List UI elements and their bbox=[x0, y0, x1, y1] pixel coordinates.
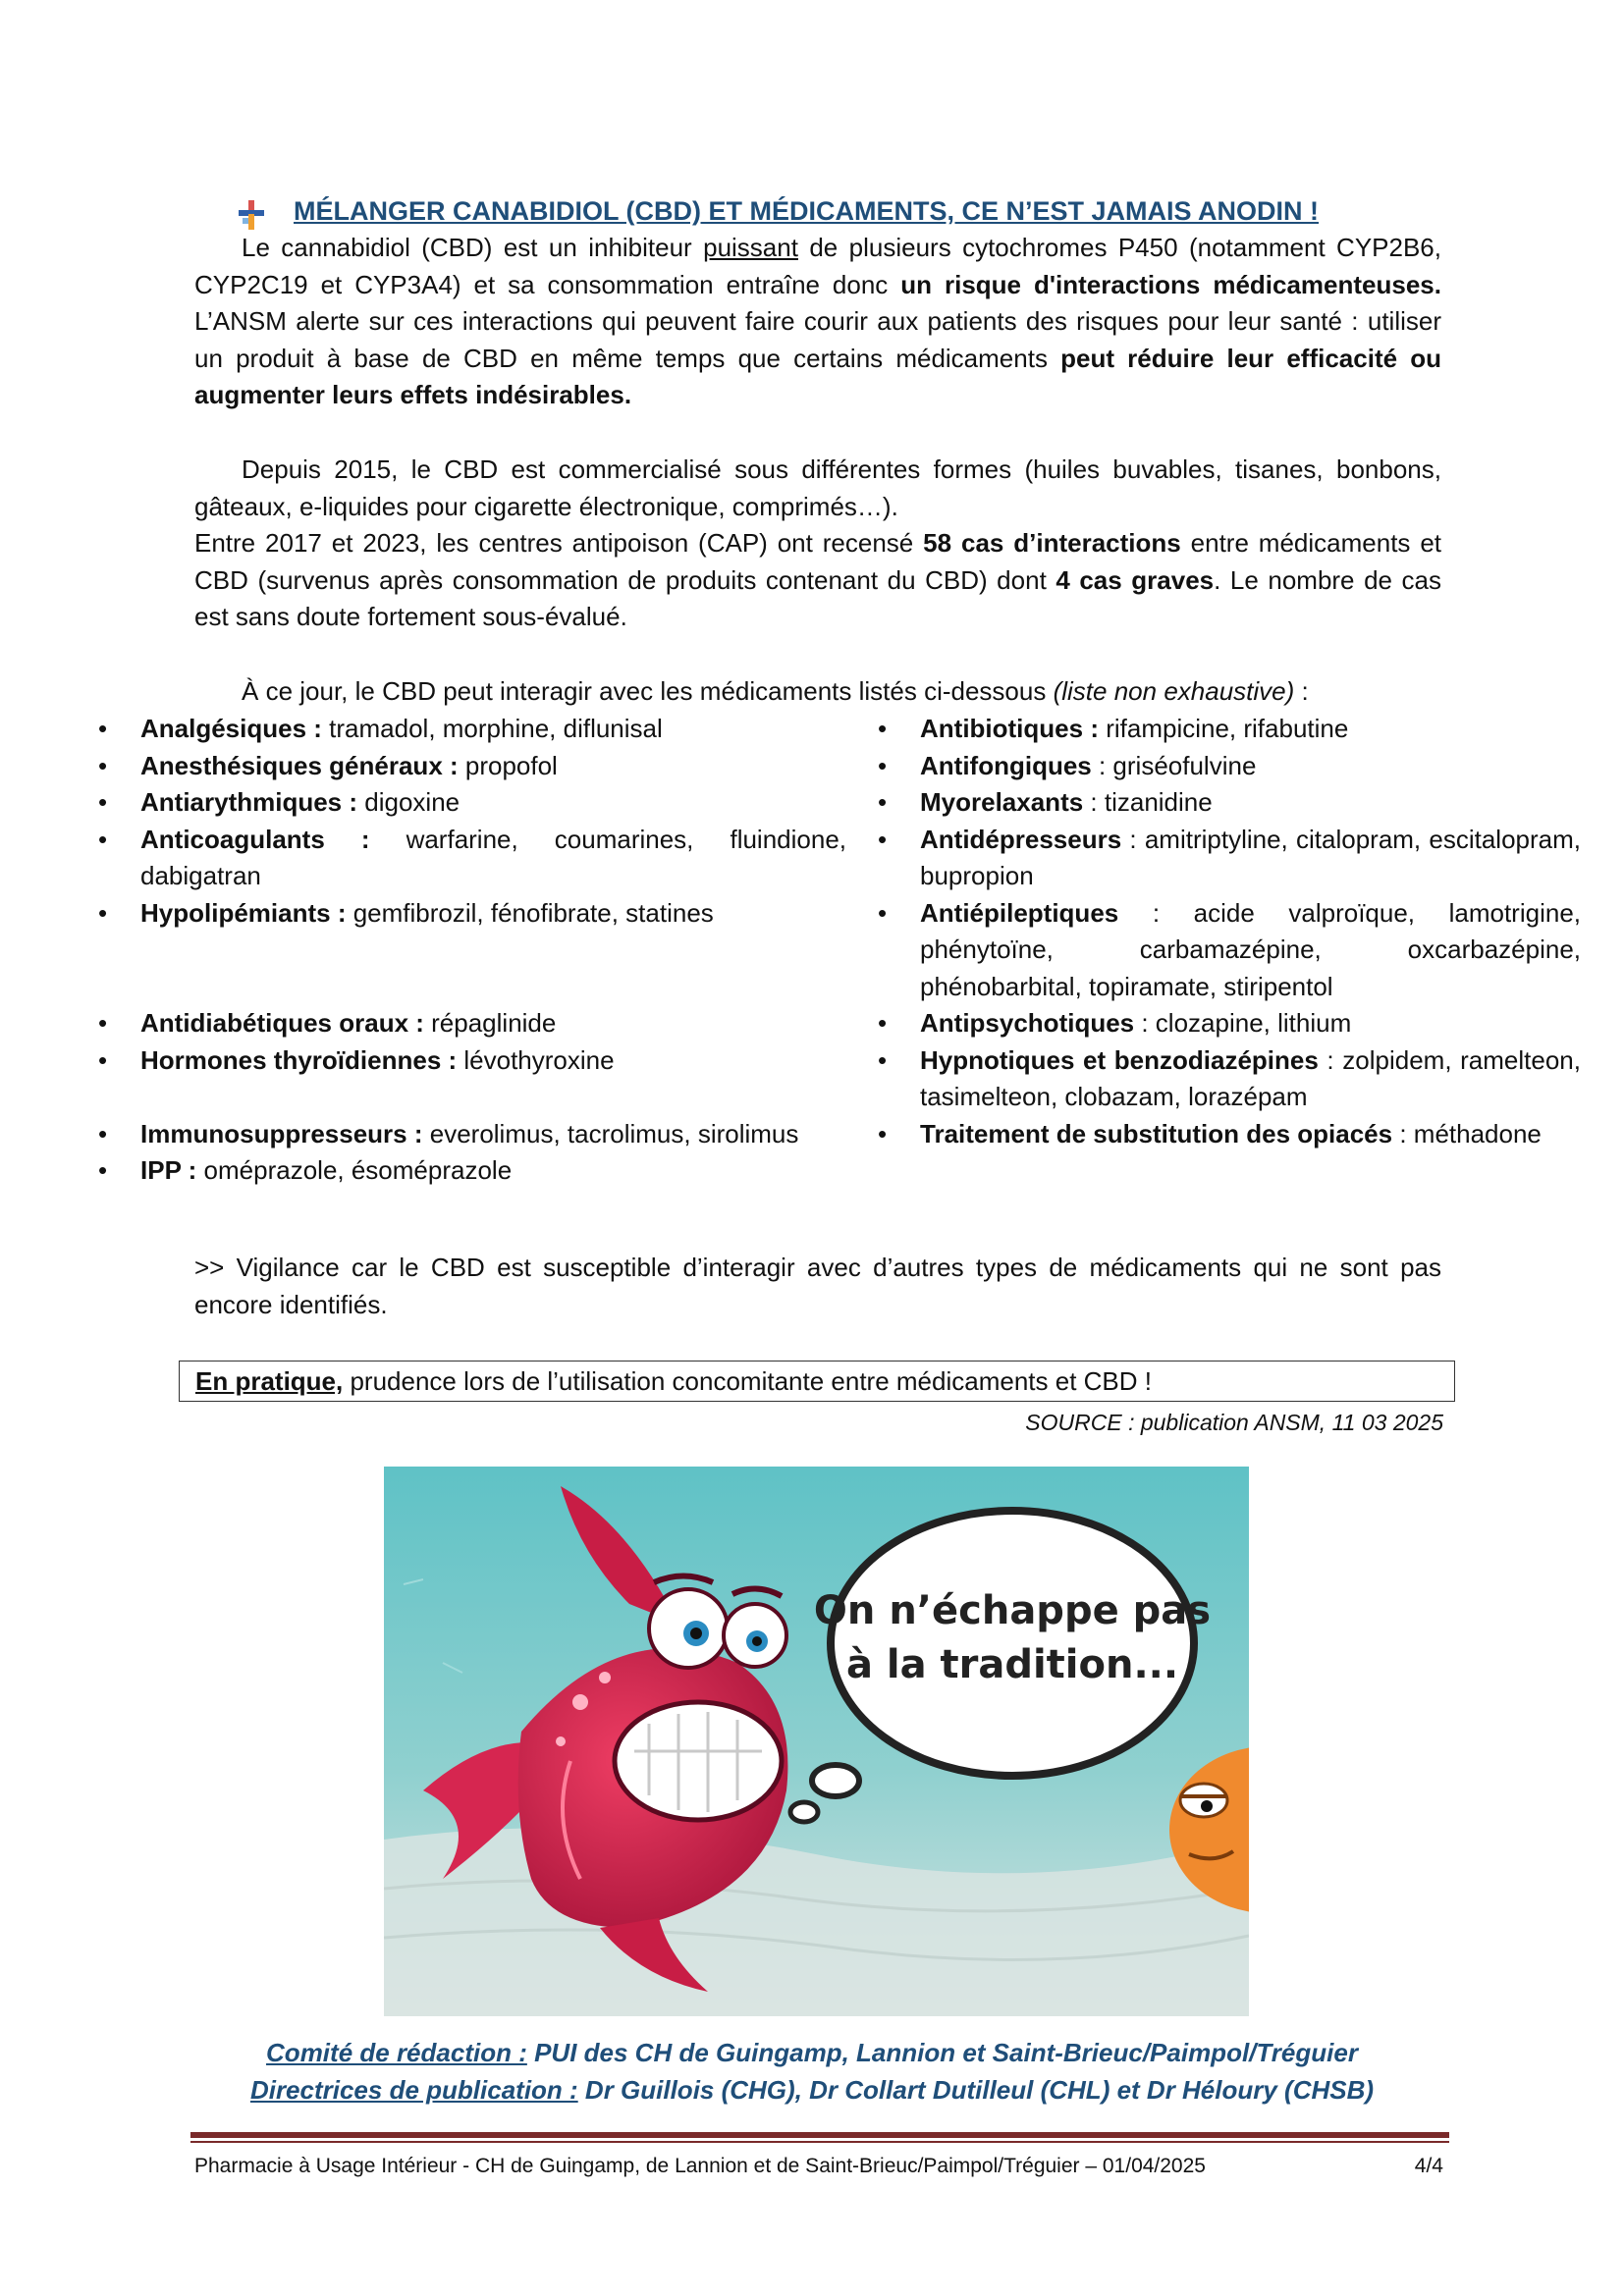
cases-paragraph: Entre 2017 et 2023, les centres antipoison (CAP) ont recensé 58 cas d’interactions entre médicaments et CBD (survenus après consommation de produits contenant du CBD) dont 4 cas graves. Le nombre de cas est sans doute fortement sous-évalué. bbox=[194, 528, 1442, 631]
bullet-icon: • bbox=[878, 897, 888, 928]
vigilance-note: >> Vigilance car le CBD est susceptible d’interagir avec d’autres types de médicaments qui ne sont pas encore identifiés. bbox=[194, 1253, 1441, 1319]
drug-names: : acide valproïque, lamotrigine, phénytoïne, carbamazépine, oxcarbazépine, phénobarbital, topiramate, stiripentol bbox=[920, 897, 1581, 1001]
bullet-icon: • bbox=[878, 714, 888, 743]
drug-class: IPP : bbox=[140, 1155, 197, 1185]
drug-names: oméprazole, ésoméprazole bbox=[196, 1155, 513, 1185]
drug-names: : amitriptyline, citalopram, escitalopram, bupropion bbox=[920, 824, 1581, 890]
drug-names: gemfibrozil, fénofibrate, statines bbox=[346, 897, 714, 928]
bullet-icon: • bbox=[878, 787, 888, 817]
practice-lead: En pratique, bbox=[195, 1366, 344, 1396]
drug-class: Hypnotiques et benzodiazépines bbox=[920, 1044, 1319, 1075]
section-title: MÉLANGER CANABIDIOL (CBD) ET MÉDICAMENTS, CE N’EST JAMAIS ANODIN ! bbox=[294, 196, 1320, 226]
drug-names: répaglinide bbox=[423, 1008, 557, 1038]
source-citation: SOURCE : publication ANSM, 11 03 2025 bbox=[1025, 1410, 1443, 1435]
drug-class: Hormones thyroïdiennes : bbox=[140, 1044, 458, 1075]
drug-names: tramadol, morphine, diflunisal bbox=[321, 714, 663, 743]
drug-names: : méthadone bbox=[1392, 1118, 1542, 1148]
bullet-icon: • bbox=[98, 1155, 108, 1185]
drug-names: digoxine bbox=[357, 787, 460, 817]
bullet-icon: • bbox=[98, 1044, 108, 1075]
bullet-icon: • bbox=[98, 714, 108, 743]
bullet-icon: • bbox=[98, 787, 108, 817]
fish-cartoon-svg bbox=[384, 1467, 1249, 2016]
drug-class: Antidépresseurs bbox=[920, 824, 1122, 854]
drug-class: Analgésiques : bbox=[140, 714, 322, 743]
bullet-icon: • bbox=[98, 824, 108, 854]
drug-names: rifampicine, rifabutine bbox=[1098, 714, 1349, 743]
editorial-committee: Comité de rédaction : PUI des CH de Guingamp, Lannion et Saint-Brieuc/Paimpol/Tréguier bbox=[266, 2038, 1358, 2067]
forms-paragraph: Depuis 2015, le CBD est commercialisé sous différentes formes (huiles buvables, tisanes, bonbons, gâteaux, e-liquides pour cigarette électronique, comprimés…). bbox=[194, 454, 1441, 521]
bullet-icon: • bbox=[98, 1008, 108, 1038]
pin-bullet-icon bbox=[239, 200, 264, 230]
speech-line-1: On n’échappe pas bbox=[813, 1588, 1212, 1633]
intro-paragraph: Le cannabidiol (CBD) est un inhibiteur puissant de plusieurs cytochromes P450 (notamment CYP2B6, CYP2C19 et CYP3A4) et sa consommation entraîne donc un risque d'interactions médicamenteuses. L’ANSM alerte sur ces interactions qui peuvent faire courir aux patients des risques pour leur santé : utiliser un produit à base de CBD en même temps que certains médicaments peut réduire leur efficacité ou augmenter leurs effets indésirables. bbox=[194, 233, 1442, 409]
footer-rule-thick bbox=[190, 2132, 1449, 2138]
drug-class: Antipsychotiques bbox=[920, 1008, 1135, 1038]
drug-class: Antidiabétiques oraux : bbox=[140, 1008, 424, 1038]
bullet-icon: • bbox=[878, 824, 888, 854]
bullet-icon: • bbox=[98, 897, 108, 928]
practice-text: prudence lors de l’utilisation concomitante entre médicaments et CBD ! bbox=[343, 1366, 1152, 1396]
drug-class: Anticoagulants : bbox=[140, 824, 370, 854]
fish-cartoon-image bbox=[384, 1467, 1249, 2016]
practice-box bbox=[179, 1361, 1455, 1402]
footer-text: Pharmacie à Usage Intérieur - CH de Guingamp, de Lannion et de Saint-Brieuc/Paimpol/Tréguier – 01/04/2025 bbox=[194, 2155, 1206, 2177]
list-intro: À ce jour, le CBD peut interagir avec les médicaments listés ci-dessous (liste non exhaustive) : bbox=[242, 676, 1309, 706]
bullet-icon: • bbox=[98, 750, 108, 780]
drug-names: : tizanidine bbox=[1083, 787, 1213, 817]
drug-class: Immunosuppresseurs : bbox=[140, 1118, 423, 1148]
page-number: 4/4 bbox=[1414, 2155, 1443, 2177]
drug-names: propofol bbox=[458, 750, 558, 780]
bullet-icon: • bbox=[878, 1008, 888, 1038]
drug-class: Antiarythmiques : bbox=[140, 787, 358, 817]
publication-directors: Directrices de publication : Dr Guillois (CHG), Dr Collart Dutilleul (CHL) et Dr Héloury (CHSB) bbox=[249, 2075, 1375, 2105]
drug-class: Antiépileptiques bbox=[920, 897, 1119, 928]
bullet-icon: • bbox=[878, 750, 888, 780]
bullet-icon: • bbox=[878, 1044, 888, 1075]
bullet-icon: • bbox=[98, 1118, 108, 1148]
drug-class: Antifongiques bbox=[920, 750, 1092, 780]
drug-names: lévothyroxine bbox=[457, 1044, 615, 1075]
drug-class: Traitement de substitution des opiacés bbox=[920, 1118, 1393, 1148]
bullet-icon: • bbox=[878, 1118, 888, 1148]
drug-names: everolimus, tacrolimus, sirolimus bbox=[422, 1118, 799, 1148]
drug-class: Myorelaxants bbox=[920, 787, 1084, 817]
drug-class: Hypolipémiants : bbox=[140, 897, 347, 928]
drug-names: warfarine, coumarines, fluindione, dabigatran bbox=[140, 824, 847, 890]
drug-names: : clozapine, lithium bbox=[1134, 1008, 1352, 1038]
drug-class: Antibiotiques : bbox=[920, 714, 1099, 743]
drug-class: Anesthésiques généraux : bbox=[140, 750, 459, 780]
footer-rule-thin bbox=[190, 2141, 1449, 2143]
drug-names: : griséofulvine bbox=[1091, 750, 1257, 780]
speech-line-2: à la tradition... bbox=[845, 1642, 1179, 1687]
drug-names: : zolpidem, ramelteon, tasimelteon, clobazam, lorazépam bbox=[920, 1044, 1581, 1111]
